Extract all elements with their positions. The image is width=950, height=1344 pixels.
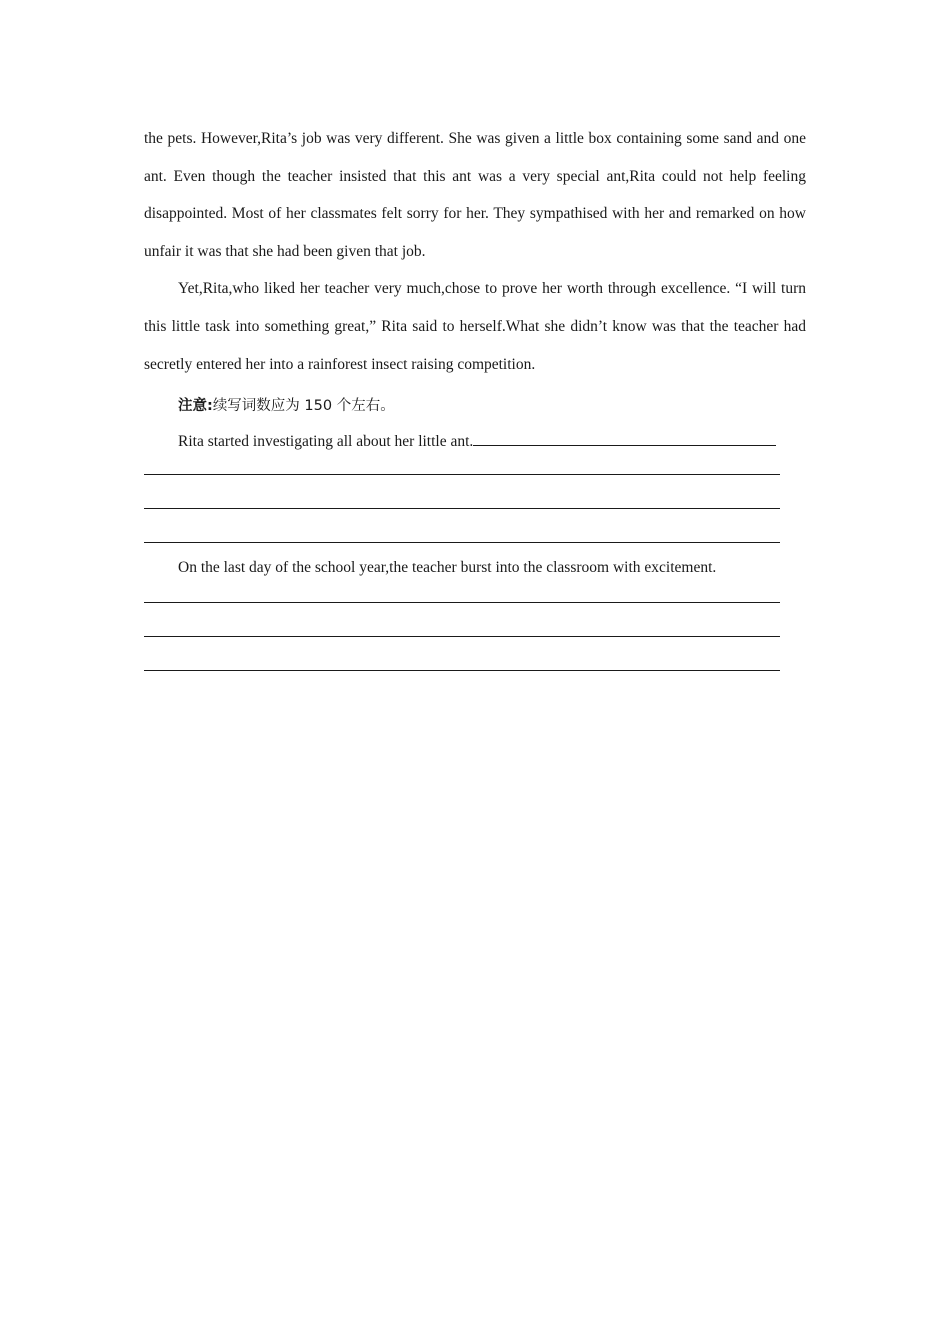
answer-line[interactable] bbox=[144, 542, 780, 543]
note-label: 注意: bbox=[178, 398, 213, 415]
answer-line[interactable] bbox=[144, 636, 780, 637]
passage-paragraph-2: Yet,Rita,who liked her teacher very much,chose to prove her worth through excellence. “I will turn this little task into something great,” Rita said to herself.What she didn’t know was that the teacher had secretly entered her into a rainforest insect raising competition. bbox=[144, 280, 806, 373]
answer-line[interactable] bbox=[144, 474, 780, 475]
answer-line[interactable] bbox=[144, 508, 780, 509]
passage-paragraph-1: the pets. However,Rita’s job was very different. She was given a little box containing some sand and one ant. Even though the teacher insisted that this ant was a very special ant,Rita could not help feeling disappointed. Most of her classmates felt sorry for her. They sympathised with her and remarked on how unfair it was that she had been given that job. bbox=[144, 130, 806, 260]
writing-prompt-2: On the last day of the school year,the teacher burst into the classroom with excitement. bbox=[178, 559, 717, 577]
answer-line[interactable] bbox=[144, 602, 780, 603]
answer-blank-inline[interactable] bbox=[473, 431, 776, 446]
word-count-note bbox=[144, 395, 806, 417]
note-text: 续写词数应为 150 个左右。 bbox=[212, 398, 395, 415]
writing-prompt-1 bbox=[144, 431, 806, 453]
answer-lines-section-2 bbox=[144, 602, 806, 671]
answer-line[interactable] bbox=[144, 670, 780, 671]
document-page bbox=[144, 120, 806, 671]
prompt-1-text: Rita started investigating all about her little ant. bbox=[178, 433, 474, 451]
answer-lines-section-1 bbox=[144, 474, 806, 543]
